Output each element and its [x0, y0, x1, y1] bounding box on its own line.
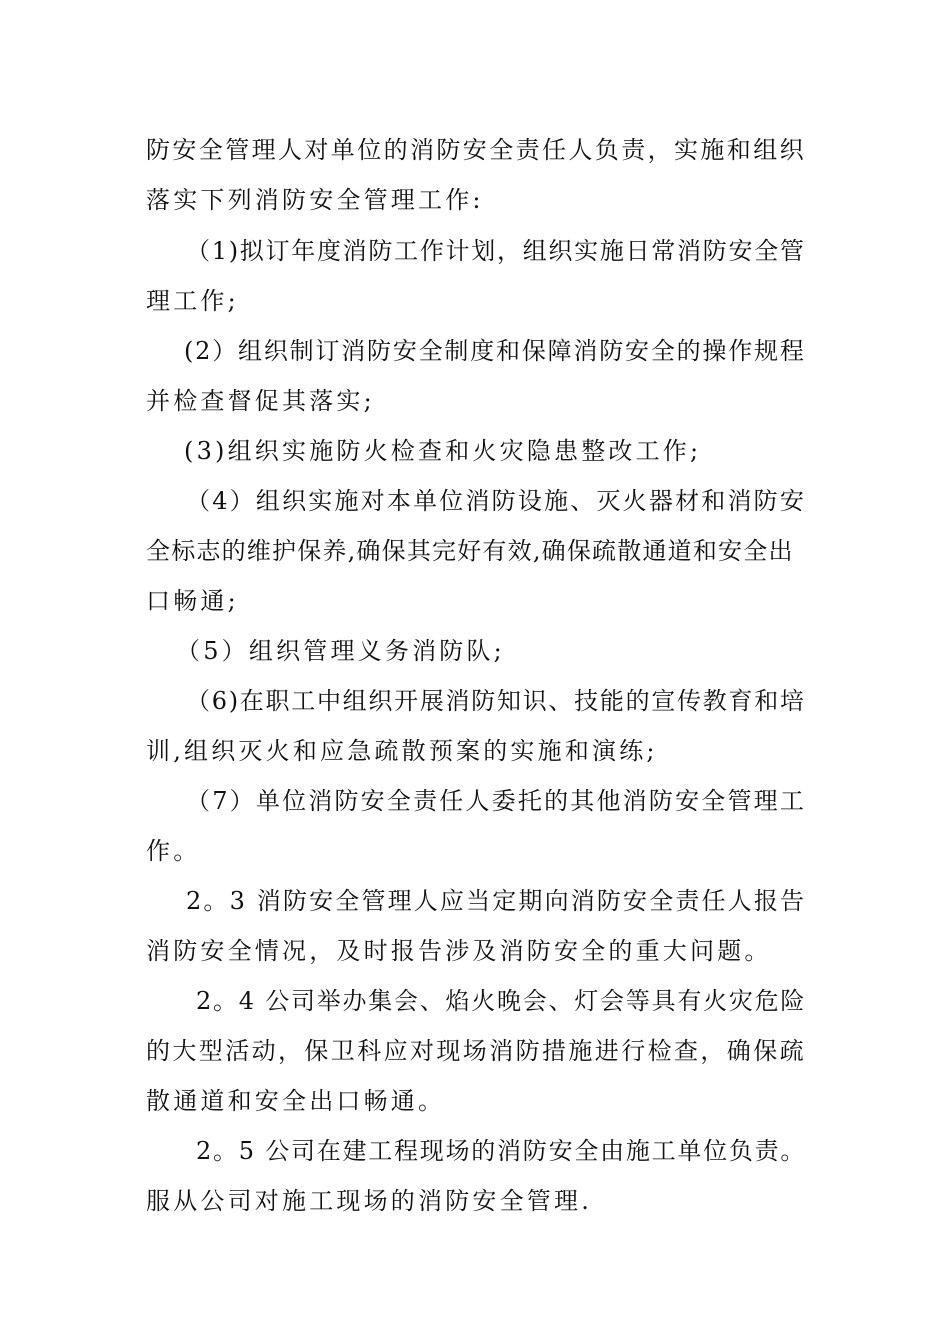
text-line-16: 2。3 消防安全管理人应当定期向消防安全责任人报告 [186, 887, 807, 915]
text-line-12: （6)在职工中组织开展消防知识、技能的宣传教育和培 [186, 687, 806, 715]
text-line-20: 散通道和安全出口畅通。 [146, 1087, 446, 1115]
text-line-3: （1)拟订年度消防工作计划，组织实施日常消防安全管 [186, 237, 806, 265]
text-line-1: 防安全管理人对单位的消防安全责任人负责，实施和组织 [146, 136, 806, 164]
text-line-21: 2。5 公司在建工程现场的消防安全由施工单位负责。 [196, 1137, 807, 1165]
text-line-6: 并检查督促其落实; [146, 387, 375, 415]
text-line-22: 服从公司对施工现场的消防安全管理. [146, 1187, 593, 1215]
text-line-8: （4）组织实施对本单位消防设施、灭火器材和消防安 [186, 487, 807, 515]
text-line-19: 的大型活动，保卫科应对现场消防措施进行检查，确保疏 [146, 1037, 806, 1065]
text-line-9: 全标志的维护保养,确保其完好有效,确保疏散通道和安全出 [146, 537, 794, 565]
text-line-5: (2）组织制订消防安全制度和保障消防安全的操作规程 [184, 337, 806, 365]
text-line-10: 口畅通; [146, 587, 239, 615]
text-line-15: 作。 [146, 837, 201, 865]
text-line-11: （5）组织管理义务消防队; [176, 637, 505, 665]
text-line-2: 落实下列消防安全管理工作: [146, 186, 484, 214]
text-line-14: （7）单位消防安全责任人委托的其他消防安全管理工 [186, 787, 807, 815]
text-line-13: 训,组织灭火和应急疏散预案的实施和演练; [146, 737, 658, 765]
text-line-17: 消防安全情况，及时报告涉及消防安全的重大问题。 [146, 937, 772, 965]
text-line-18: 2。4 公司举办集会、焰火晚会、灯会等具有火灾危险 [196, 987, 807, 1015]
text-line-7: (3)组织实施防火检查和火灾隐患整改工作; [184, 437, 702, 465]
text-line-4: 理工作; [146, 287, 239, 315]
